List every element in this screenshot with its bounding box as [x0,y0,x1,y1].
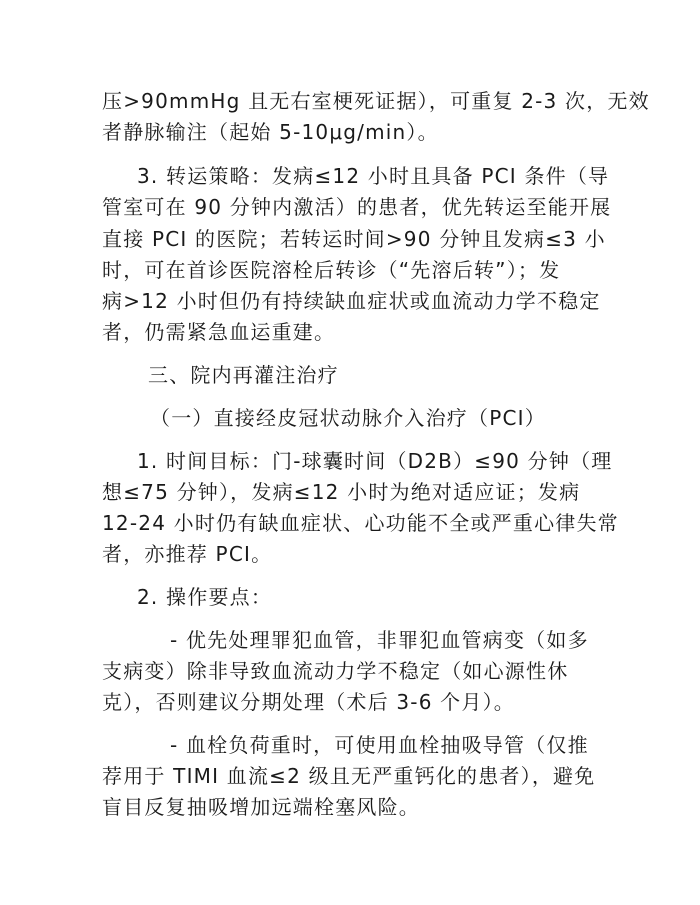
text-line: 荐用于 TIMI 血流≤2 级且无严重钙化的患者），避免 [102,764,596,788]
text-line: 盲目反复抽吸增加远端栓塞风险。 [102,795,420,819]
text-line: 想≤75 分钟），发病≤12 小时为绝对适应证；发病 [102,480,581,504]
section-heading: 三、院内再灌注治疗 [148,363,339,387]
text-line: 者，亦推荐 PCI。 [102,542,273,566]
text-line: 管室可在 90 分钟内激活）的患者，优先转运至能开展 [102,195,612,219]
bullet-item: - 血栓负荷重时，可使用血栓抽吸导管（仅推 [170,733,589,757]
text-line: 直接 PCI 的医院；若转运时间>90 分钟且发病≤3 小 [102,227,606,251]
text-line: 者，仍需紧急血运重建。 [102,320,336,344]
list-item-operation-points: 2. 操作要点： [137,585,273,609]
text-line: 者静脉输注（起始 5-10μg/min）。 [102,120,439,144]
text-line: 压>90mmHg 且无右室梗死证据），可重复 2-3 次，无效 [102,89,650,113]
text-line: 克），否则建议分期处理（术后 3-6 个月）。 [102,690,515,714]
text-line: 时，可在首诊医院溶栓后转诊（“先溶后转”）；发 [102,258,561,282]
subsection-heading: （一）直接经皮冠状动脉介入治疗（PCI） [150,406,546,430]
text-line: 12-24 小时仍有缺血症状、心功能不全或严重心律失常 [102,511,619,535]
text-line: 病>12 小时但仍有持续缺血症状或血流动力学不稳定 [102,289,601,313]
list-item-transport-strategy: 3. 转运策略：发病≤12 小时且具备 PCI 条件（导 [137,164,610,188]
text-line: 支病变）除非导致血流动力学不稳定（如心源性休 [102,659,569,683]
bullet-item: - 优先处理罪犯血管，非罪犯血管病变（如多 [170,628,589,652]
list-item-time-goal: 1. 时间目标：门-球囊时间（D2B）≤90 分钟（理 [137,449,613,473]
